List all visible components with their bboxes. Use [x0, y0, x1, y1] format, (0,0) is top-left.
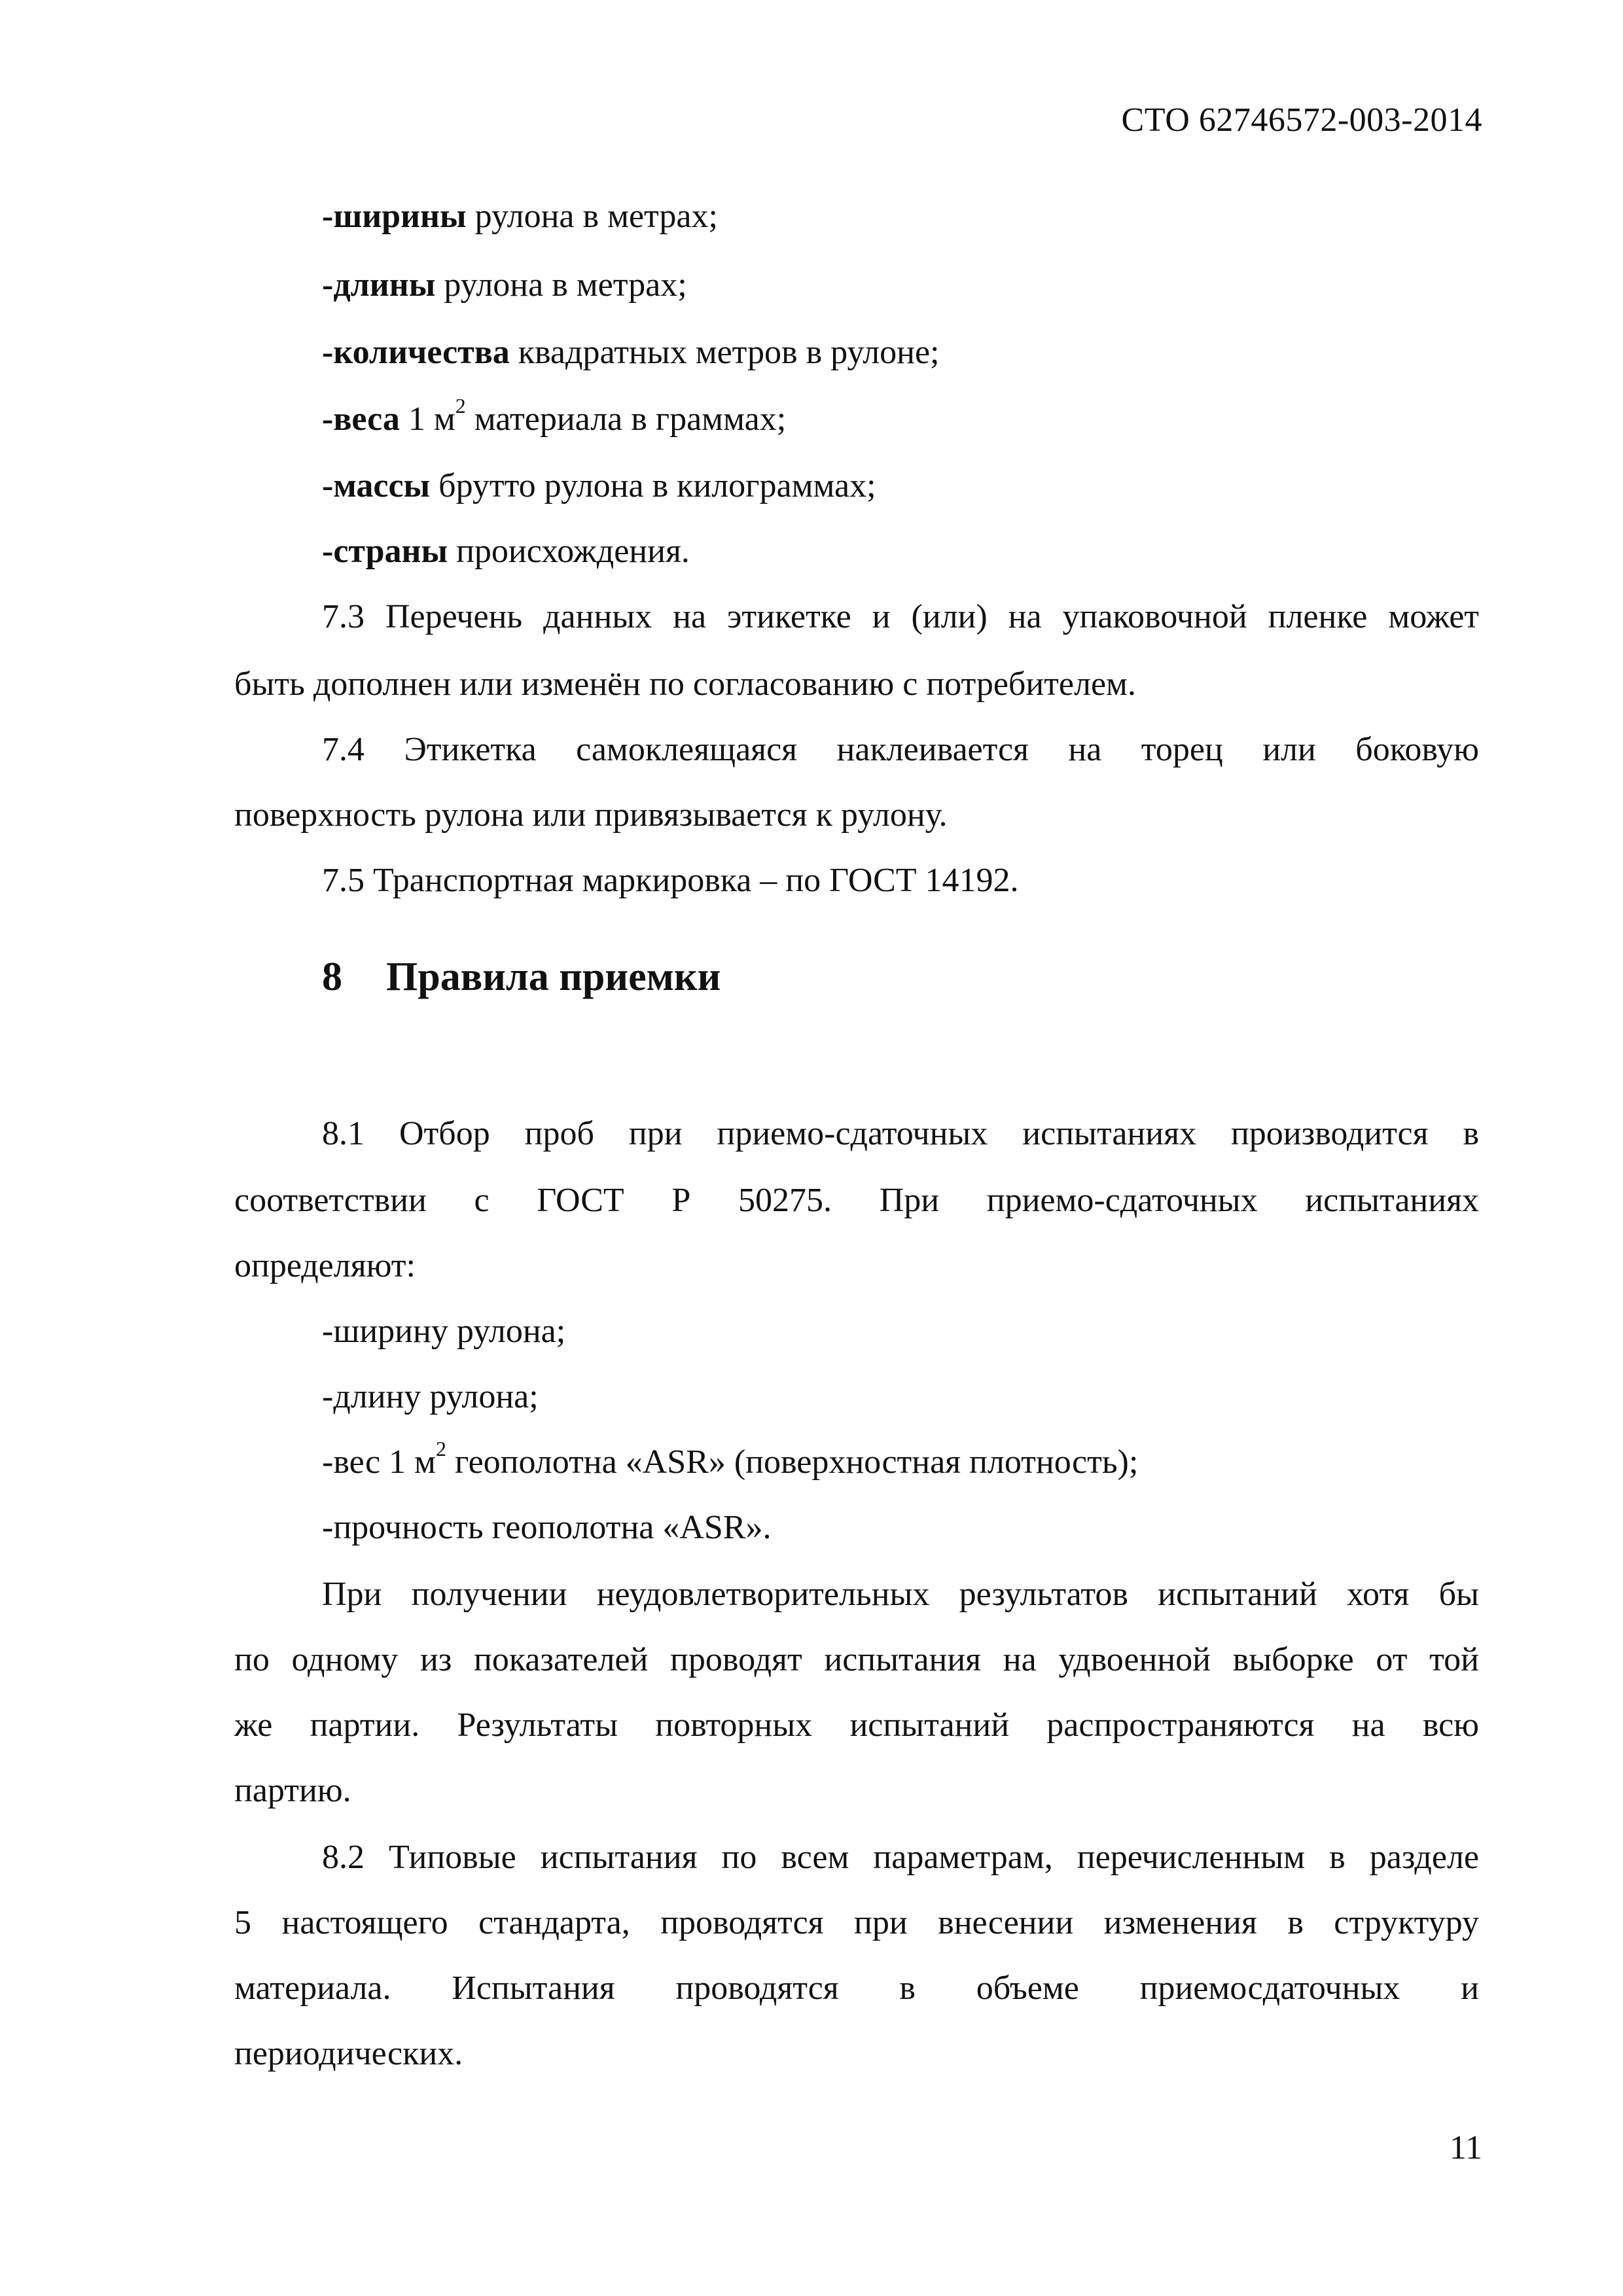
section-number: 8	[322, 955, 342, 999]
list-item: -длину рулона;	[322, 1378, 539, 1415]
section-heading	[322, 957, 721, 997]
list-item: -длины рулона в метрах;	[322, 266, 687, 304]
list-item: -веса 1 $м^2$ материала в граммах;	[322, 394, 787, 438]
paragraph-8-2-line-2: 5 настоящего стандарта, проводятся при внесении изменения в структуру	[234, 1904, 1479, 1941]
list-item: -прочность геополотна «ASR».	[322, 1509, 772, 1546]
paragraph-8-1-line-1: 8.1 Отбор проб при приемо-сдаточных испытаниях производится в	[322, 1115, 1479, 1152]
list-item: -ширину рулона;	[322, 1313, 566, 1350]
paragraph-8-1-cont-line-2: по одному из показателей проводят испытания на удвоенной выборке от той	[234, 1641, 1479, 1678]
list-item: -ширины рулона в метрах;	[322, 198, 718, 235]
page-number: 11	[1449, 2129, 1482, 2166]
paragraph-8-1-cont-line-1: При получении неудовлетворительных результатов испытаний хотя бы	[322, 1576, 1479, 1613]
section-title: Правила приемки	[386, 955, 721, 999]
list-item: -страны происхождения.	[322, 533, 690, 570]
document-code-header: СТО 62746572-003-2014	[1121, 101, 1482, 139]
paragraph-8-1-cont-line-4: партию.	[234, 1772, 351, 1809]
paragraph-7-5: 7.5 Транспортная маркировка – по ГОСТ 14192.	[322, 862, 1019, 899]
paragraph-7-4-line-1: 7.4 Этикетка самоклеящаяся наклеивается на торец или боковую	[322, 731, 1479, 768]
paragraph-8-2-line-1: 8.2 Типовые испытания по всем параметрам, перечисленным в разделе	[322, 1839, 1479, 1876]
paragraph-8-1-line-3: определяют:	[234, 1247, 416, 1284]
paragraph-8-1-line-2: соответствии с ГОСТ Р 50275. При приемо-сдаточных испытаниях	[234, 1182, 1479, 1219]
list-item: -массы брутто рулона в килограммах;	[322, 467, 876, 504]
paragraph-8-1-cont-line-3: же партии. Результаты повторных испытаний распространяются на всю	[234, 1706, 1479, 1744]
paragraph-7-3-line-2: быть дополнен или изменён по согласованию с потребителем.	[234, 665, 1136, 703]
paragraph-8-2-line-4: периодических.	[234, 2035, 463, 2072]
list-item: -вес 1 $м^2$ геополотна «ASR» (поверхностная плотность);	[322, 1437, 1139, 1481]
paragraph-7-4-line-2: поверхность рулона или привязывается к рулону.	[234, 796, 948, 834]
paragraph-7-3-line-1: 7.3 Перечень данных на этикетке и (или) на упаковочной пленке может	[322, 598, 1479, 635]
paragraph-8-2-line-3: материала. Испытания проводятся в объеме приемосдаточных и	[234, 1969, 1479, 2007]
list-item: -количества квадратных метров в рулоне;	[322, 334, 940, 371]
